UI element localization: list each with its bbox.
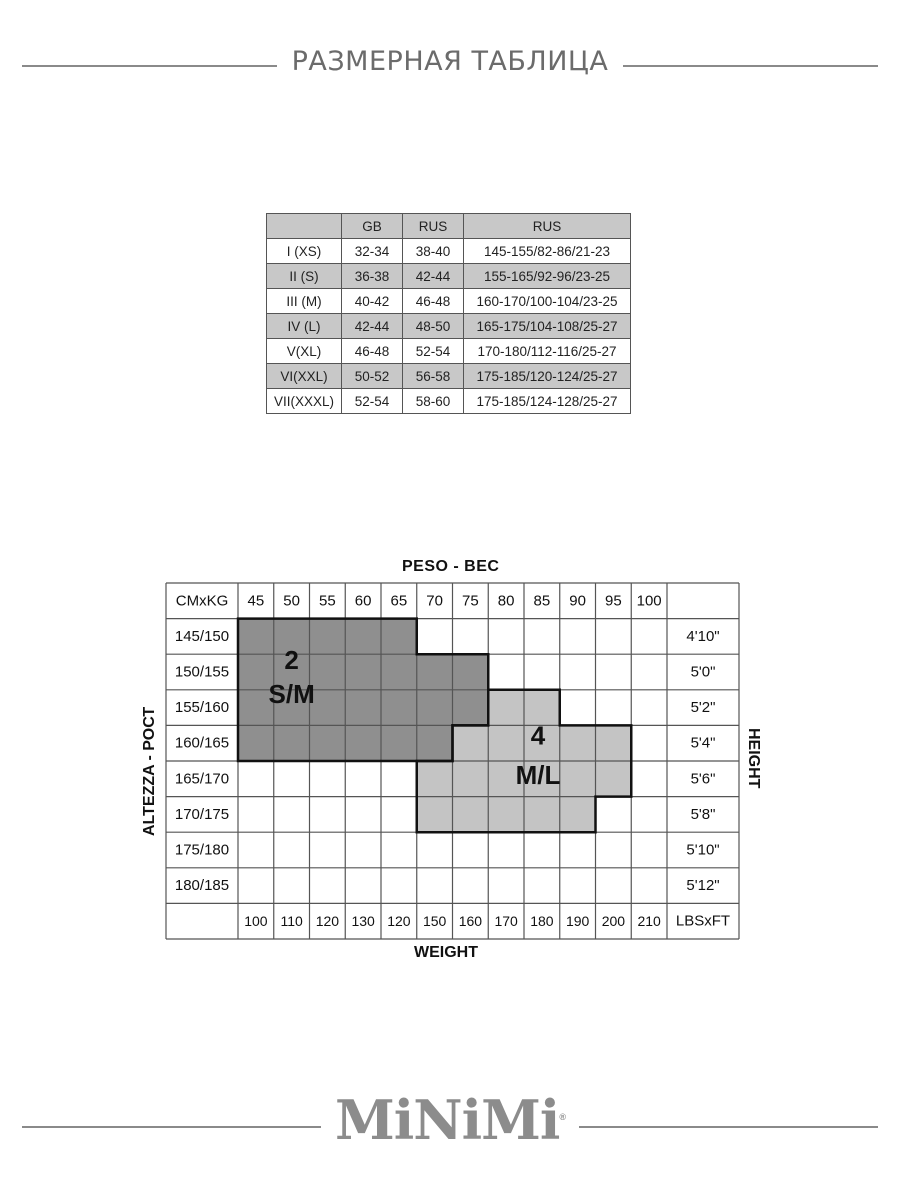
weight-axis-title-bottom: WEIGHT (414, 944, 478, 961)
kg-tick-label: 85 (533, 592, 551, 610)
size-table-cell: IV (L) (267, 314, 342, 339)
zone-sm-size: S/M (268, 678, 315, 709)
lbs-tick-label: 120 (387, 913, 411, 930)
corner-label-lbsft: LBSxFT (675, 912, 731, 930)
size-table-cell: VII(XXXL) (267, 389, 342, 414)
cm-tick-label: 160/165 (174, 734, 230, 752)
size-table-cell: 165-175/104-108/25-27 (464, 314, 631, 339)
cm-tick-label: 155/160 (174, 699, 230, 717)
size-table-cell: 32-34 (342, 239, 403, 264)
size-table-cell: I (XS) (267, 239, 342, 264)
size-table-cell: 56-58 (403, 364, 464, 389)
lbs-tick-label: 110 (280, 913, 303, 930)
weight-axis-title-top: PESO - ВЕС (402, 558, 500, 575)
size-table-cell: 175-185/124-128/25-27 (464, 389, 631, 414)
cm-tick-label: 165/170 (174, 770, 230, 788)
kg-tick-label: 95 (605, 592, 622, 610)
ft-tick-label: 5'10" (686, 841, 720, 859)
height-axis-title-left: ALTEZZA - РОСТ (141, 706, 158, 836)
lbs-tick-label: 150 (422, 913, 447, 930)
ft-tick-label: 5'2" (690, 699, 716, 717)
size-table-header: RUS (403, 214, 464, 239)
brand-registered-mark: ® (559, 1112, 566, 1122)
lbs-tick-label: 190 (565, 913, 590, 930)
lbs-tick-label: 170 (494, 913, 518, 930)
size-table-cell: 52-54 (403, 339, 464, 364)
size-table-header: RUS (464, 214, 631, 239)
size-table-cell: 50-52 (342, 364, 403, 389)
size-table-cell: V(XL) (267, 339, 342, 364)
zone-ml-number: 4 (530, 720, 546, 751)
size-table-cell: 155-165/92-96/23-25 (464, 264, 631, 289)
ft-tick-label: 5'12" (686, 877, 720, 895)
size-table-cell: 145-155/82-86/21-23 (464, 239, 631, 264)
size-table-cell: 38-40 (403, 239, 464, 264)
kg-tick-label: 50 (283, 592, 300, 610)
kg-tick-label: 70 (426, 592, 443, 610)
size-table-cell: 160-170/100-104/23-25 (464, 289, 631, 314)
size-table-cell: 42-44 (403, 264, 464, 289)
size-table-cell: III (M) (267, 289, 342, 314)
cm-tick-label: 175/180 (174, 841, 230, 859)
kg-tick-label: 60 (354, 592, 372, 610)
size-table-cell: 48-50 (403, 314, 464, 339)
zone-sm-number: 2 (284, 645, 299, 676)
cm-tick-label: 145/150 (174, 627, 230, 645)
ft-tick-label: 5'8" (690, 805, 716, 823)
cm-tick-label: 180/185 (174, 877, 230, 895)
lbs-tick-label: 120 (315, 913, 340, 930)
brand-logo (0, 1088, 900, 1152)
cm-tick-label: 150/155 (174, 663, 230, 681)
lbs-tick-label: 210 (637, 913, 661, 930)
kg-tick-label: 80 (497, 592, 515, 610)
size-table-cell: 170-180/112-116/25-27 (464, 339, 631, 364)
kg-tick-label: 45 (247, 592, 265, 610)
lbs-tick-label: 200 (601, 913, 626, 930)
size-table-cell: 175-185/120-124/25-27 (464, 364, 631, 389)
zone-ml-size: M/L (515, 760, 561, 790)
size-table-cell: VI(XXL) (267, 364, 342, 389)
lbs-tick-label: 180 (530, 913, 554, 930)
size-table-cell: 40-42 (342, 289, 403, 314)
size-table-cell: 52-54 (342, 389, 403, 414)
corner-label-cmkg: CMxKG (175, 592, 229, 610)
size-table-cell: 36-38 (342, 264, 403, 289)
ft-tick-label: 5'4" (690, 734, 716, 752)
kg-tick-label: 100 (636, 592, 662, 610)
lbs-tick-label: 130 (351, 913, 375, 930)
lbs-tick-label: 100 (244, 913, 268, 930)
kg-tick-label: 65 (390, 592, 408, 610)
ft-tick-label: 5'0" (690, 663, 716, 681)
ft-tick-label: 4'10" (686, 627, 720, 645)
size-table-cell: II (S) (267, 264, 342, 289)
height-axis-title-right: HEIGHT (745, 728, 762, 789)
kg-tick-label: 75 (462, 592, 479, 610)
brand-name: MiNiMi (334, 1088, 560, 1152)
size-table-cell: 42-44 (342, 314, 403, 339)
size-table-cell: 58-60 (403, 389, 464, 414)
size-table-cell: 46-48 (342, 339, 403, 364)
kg-tick-label: 55 (319, 592, 336, 610)
ft-tick-label: 5'6" (690, 770, 716, 788)
kg-tick-label: 90 (569, 592, 586, 610)
size-table-header: GB (342, 214, 403, 239)
page-title: РАЗМЕРНАЯ ТАБЛИЦА (0, 46, 900, 77)
cm-tick-label: 170/175 (174, 805, 230, 823)
lbs-tick-label: 160 (458, 913, 483, 930)
size-table-cell: 46-48 (403, 289, 464, 314)
